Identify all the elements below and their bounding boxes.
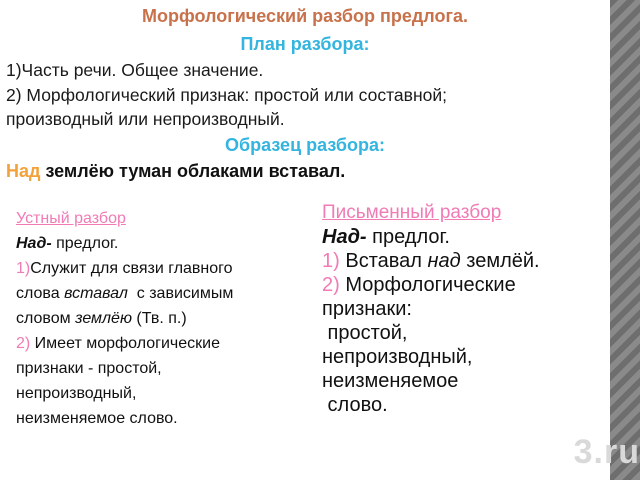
- oral-line-2: [16, 281, 316, 306]
- oral-num-2: 2): [16, 335, 31, 352]
- written-line-1-c: землёй.: [460, 250, 540, 272]
- written-line-2-text: Морфологические: [339, 274, 516, 296]
- oral-heading: Устный разбор: [16, 210, 126, 227]
- written-analysis: [322, 201, 612, 417]
- written-num-1: 1): [322, 250, 340, 272]
- written-line-6: неизменяемое: [322, 370, 459, 392]
- written-num-2: 2): [322, 274, 340, 296]
- oral-line-2-b: вставал: [64, 285, 128, 302]
- oral-line-2-a: слова: [16, 285, 65, 302]
- written-lead: [322, 225, 612, 249]
- oral-line-3-b: землёю: [75, 310, 132, 327]
- written-line-2: [322, 273, 612, 297]
- plan-title: План разбора:: [240, 34, 370, 54]
- oral-line-5: признаки - простой,: [16, 360, 162, 377]
- example-title: Образец разбора:: [225, 135, 385, 155]
- written-line-5: непроизводный,: [322, 346, 473, 368]
- plan-line-1: 1)Часть речи. Общее значение.: [6, 60, 264, 80]
- oral-analysis: [16, 206, 316, 431]
- oral-line-6: непроизводный,: [16, 385, 137, 402]
- written-heading: Письменный разбор: [322, 202, 502, 223]
- oral-line-4-text: Имеет морфологические: [30, 335, 220, 352]
- oral-lead-word: Над-: [16, 235, 52, 252]
- oral-num-1: 1): [16, 260, 31, 277]
- written-line-1-b: над: [427, 250, 461, 272]
- written-line-4: простой,: [322, 322, 408, 344]
- plan-line-2: 2) Морфологический признак: простой или составной;: [6, 85, 447, 105]
- plan-line-3: производный или непроизводный.: [6, 109, 285, 129]
- oral-lead-rest: предлог.: [51, 235, 119, 252]
- written-line-3: признаки:: [322, 298, 412, 320]
- oral-line-3-c: (Тв. п.): [131, 310, 187, 327]
- oral-line-3: [16, 306, 316, 331]
- oral-line-3-a: словом: [16, 310, 76, 327]
- oral-line-7: неизменяемое слово.: [16, 410, 178, 427]
- oral-line-4: [16, 331, 316, 356]
- oral-line-1-text: Служит для связи главного: [30, 260, 233, 277]
- oral-line-2-c: с зависимым: [127, 285, 234, 302]
- example-preposition: Над: [6, 161, 41, 181]
- oral-line-1: [16, 256, 316, 281]
- example-sentence-rest: землёю туман облаками вставал.: [40, 161, 346, 181]
- page-title: Морфологический разбор предлога.: [141, 6, 468, 26]
- oral-lead: [16, 231, 316, 256]
- written-lead-rest: предлог.: [366, 226, 450, 248]
- example-sentence: [6, 161, 345, 182]
- decorative-side-strip: [610, 0, 640, 480]
- watermark: 3.ru: [573, 433, 640, 471]
- written-line-1: [322, 249, 612, 273]
- written-line-1-a: Вставал: [339, 250, 428, 272]
- written-lead-word: Над-: [322, 226, 367, 248]
- written-line-7: слово.: [322, 394, 388, 416]
